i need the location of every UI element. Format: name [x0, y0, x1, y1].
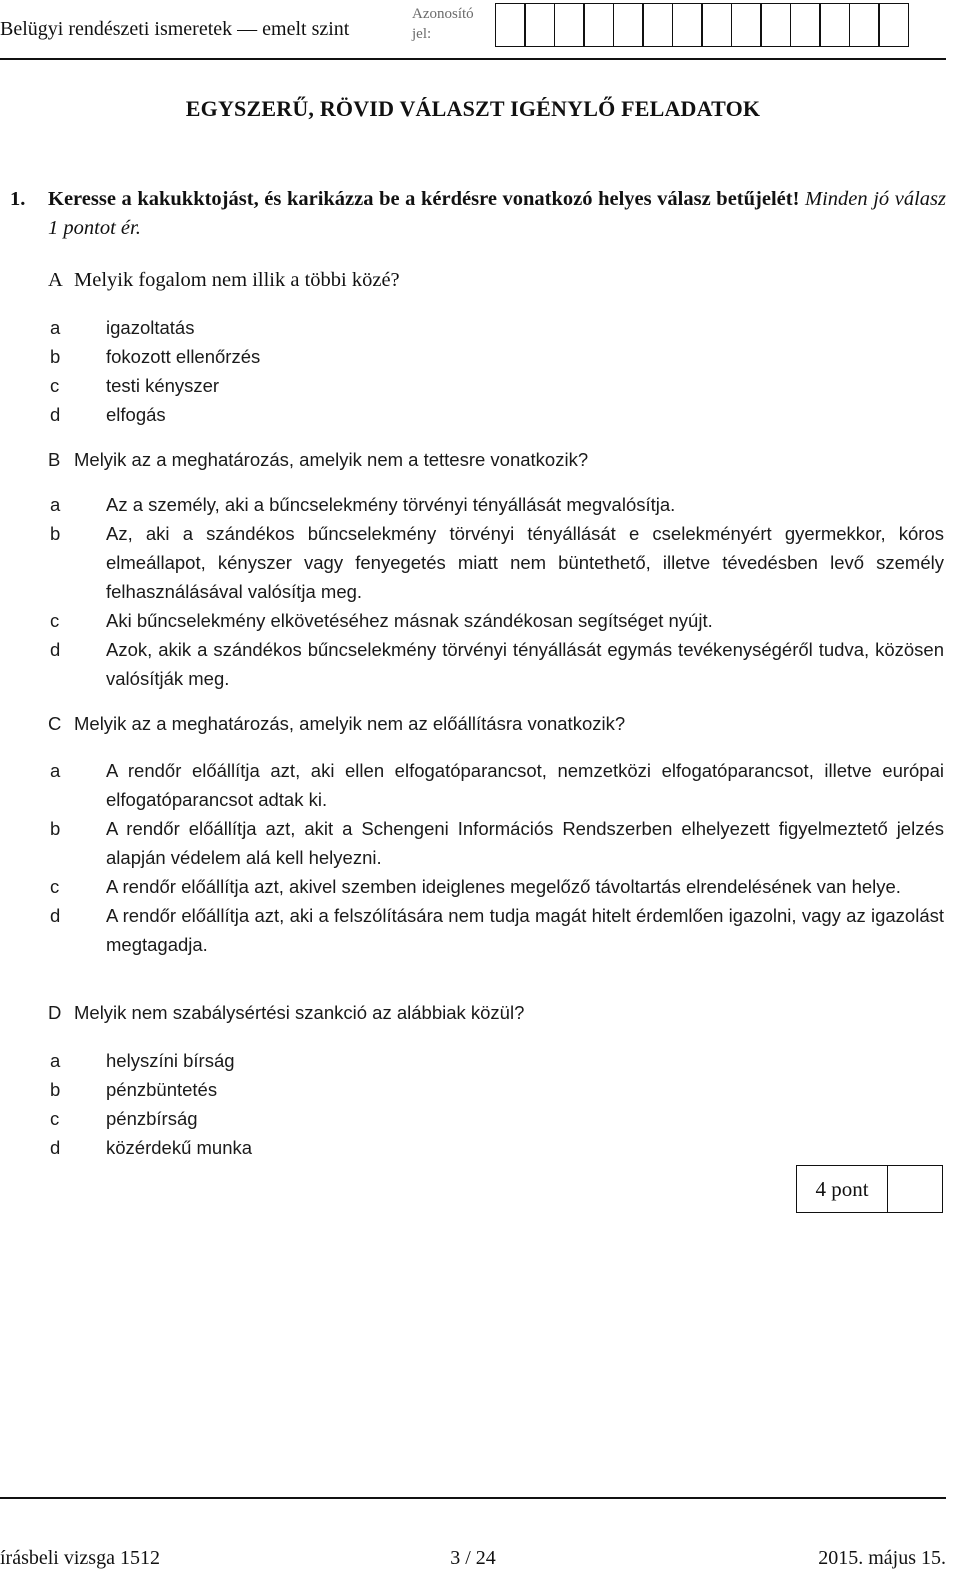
question-letter: A: [48, 269, 63, 291]
option-text: Az a személy, aki a bűncselekmény törvényi tényállását megvalósítja.: [106, 494, 676, 515]
task-number: 1.: [10, 188, 26, 210]
footer-divider: [0, 1497, 946, 1499]
code-box[interactable]: [583, 3, 614, 47]
score-input-cell[interactable]: [888, 1166, 942, 1212]
task-bold-text: Keresse a kakukktojást, és karikázza be a kérdésre vonatkozó helyes válasz betűjelét!: [48, 188, 800, 210]
question-text: Melyik nem szabálysértési szankció az alábbiak közül?: [74, 1002, 525, 1023]
code-box[interactable]: [495, 3, 526, 47]
footer-page-number: 3 / 24: [450, 1547, 496, 1569]
option-b[interactable]: [48, 519, 944, 606]
option-text: A rendőr előállítja azt, aki ellen elfogatóparancsot, nemzetközi elfogatóparancsot, illetve európai elfogatóparancsot adtak ki.: [106, 760, 944, 810]
code-label: Azonosító jel:: [412, 6, 474, 42]
option-letter: a: [50, 760, 61, 781]
option-d[interactable]: [48, 901, 944, 959]
option-c[interactable]: [48, 1104, 944, 1133]
option-letter: c: [50, 876, 60, 897]
option-text: elfogás: [106, 404, 166, 425]
question-text: Melyik az a meghatározás, amelyik nem a tettesre vonatkozik?: [74, 449, 589, 470]
option-d[interactable]: [48, 400, 944, 429]
option-b[interactable]: [48, 814, 944, 872]
option-letter: a: [50, 317, 61, 338]
option-c[interactable]: [48, 606, 944, 635]
question-d-options: [48, 1046, 944, 1162]
code-box[interactable]: [701, 3, 732, 47]
option-letter: a: [50, 1050, 61, 1071]
question-a: [48, 266, 400, 294]
code-box[interactable]: [524, 3, 555, 47]
question-c: [48, 710, 625, 738]
question-letter: D: [48, 1002, 62, 1023]
option-letter: b: [50, 818, 61, 839]
code-box[interactable]: [760, 3, 791, 47]
option-text: testi kényszer: [106, 375, 220, 396]
header-exam-title: Belügyi rendészeti ismeretek — emelt szint: [0, 18, 350, 40]
option-text: fokozott ellenőrzés: [106, 346, 261, 367]
option-c[interactable]: [48, 872, 944, 901]
footer-date: 2015. május 15.: [818, 1547, 946, 1569]
code-box[interactable]: [819, 3, 850, 47]
option-letter: d: [50, 404, 61, 425]
option-d[interactable]: [48, 635, 944, 693]
task-text: [48, 185, 946, 243]
option-text: pénzbírság: [106, 1108, 198, 1129]
question-letter: C: [48, 713, 62, 734]
question-letter: B: [48, 449, 61, 470]
option-b[interactable]: [48, 342, 944, 371]
option-text: Az, aki a szándékos bűncselekmény törvényi tényállását e cselekményért gyermekkor, kóros elmeállapot, kényszer vagy fenyegetés miatt nem büntethető, illetve tévedésben levő személy felhasználásával valósítja meg.: [106, 523, 944, 602]
option-letter: d: [50, 905, 61, 926]
option-c[interactable]: [48, 371, 944, 400]
option-text: Azok, akik a szándékos bűncselekmény törvényi tényállását egymás tevékenységéről tudva, közösen valósítják meg.: [106, 639, 944, 689]
code-box[interactable]: [790, 3, 821, 47]
option-letter: d: [50, 639, 61, 660]
footer-exam-code: írásbeli vizsga 1512: [0, 1547, 160, 1569]
code-box[interactable]: [642, 3, 673, 47]
option-a[interactable]: [48, 313, 944, 342]
option-text: közérdekű munka: [106, 1137, 253, 1158]
option-letter: c: [50, 1108, 60, 1129]
option-text: A rendőr előállítja azt, aki a felszólítására nem tudja magát hitelt érdemlően igazolni, vagy az igazolást megtagadja.: [106, 905, 944, 955]
code-boxes: [496, 3, 909, 47]
task-instruction: [10, 185, 946, 243]
code-box[interactable]: [613, 3, 644, 47]
option-text: Aki bűncselekmény elkövetéséhez másnak szándékosan segítséget nyújt.: [106, 610, 713, 631]
option-letter: b: [50, 346, 61, 367]
option-letter: a: [50, 494, 61, 515]
question-a-options: [48, 313, 944, 429]
option-letter: c: [50, 610, 60, 631]
question-text: Melyik fogalom nem illik a többi közé?: [74, 269, 400, 291]
option-text: A rendőr előállítja azt, akit a Schengeni Információs Rendszerben elhelyezett figyelmeztető jelzés alapján védelem alá kell helyezni.: [106, 818, 944, 868]
option-letter: d: [50, 1137, 61, 1158]
option-d[interactable]: [48, 1133, 944, 1162]
option-a[interactable]: [48, 1046, 944, 1075]
question-b: [48, 446, 588, 474]
option-a[interactable]: [48, 490, 944, 519]
option-text: A rendőr előállítja azt, akivel szemben ideiglenes megelőző távoltartás elrendelésének van helye.: [106, 876, 901, 897]
task-italic-text: Minden jó válasz 1 pontot ér.: [48, 188, 946, 239]
question-b-options: [48, 490, 944, 693]
code-box[interactable]: [731, 3, 762, 47]
option-b[interactable]: [48, 1075, 944, 1104]
code-box[interactable]: [672, 3, 703, 47]
question-c-options: [48, 756, 944, 959]
question-text: Melyik az a meghatározás, amelyik nem az előállításra vonatkozik?: [74, 713, 626, 734]
score-label: 4 pont: [797, 1166, 888, 1212]
option-text: igazoltatás: [106, 317, 195, 338]
option-text: helyszíni bírság: [106, 1050, 235, 1071]
option-letter: c: [50, 375, 60, 396]
option-letter: b: [50, 523, 61, 544]
question-d: [48, 999, 524, 1027]
section-title: EGYSZERŰ, RÖVID VÁLASZT IGÉNYLŐ FELADATOK: [185, 96, 761, 121]
option-text: pénzbüntetés: [106, 1079, 218, 1100]
header-divider: [0, 58, 946, 60]
code-box[interactable]: [554, 3, 585, 47]
score-box: [796, 1165, 943, 1213]
option-a[interactable]: [48, 756, 944, 814]
code-box[interactable]: [849, 3, 880, 47]
option-letter: b: [50, 1079, 61, 1100]
code-box[interactable]: [878, 3, 909, 47]
